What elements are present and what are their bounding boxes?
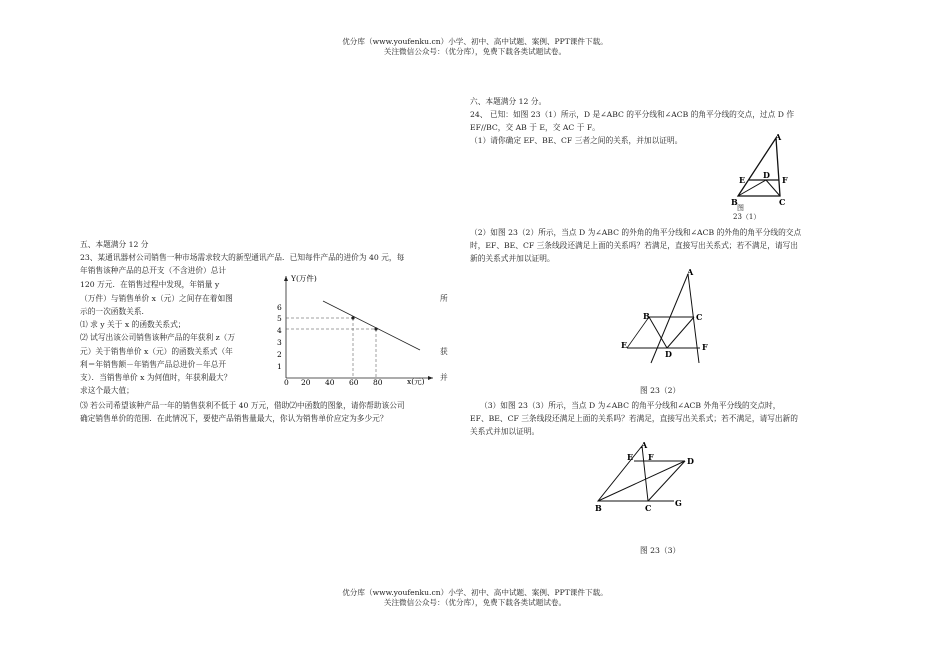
side-char: 获: [440, 347, 448, 356]
fig2-caption: 图 23（2）: [640, 386, 681, 395]
x-tick-label: 20: [301, 378, 311, 387]
q23-part3-line2: 确定销售单价的范围．在此情况下，要使产品销售量最大，你认为销售单价应定为多少元？: [80, 414, 388, 423]
triangle-abc: [598, 446, 648, 501]
x-tick-label: 0: [284, 378, 289, 387]
label-e: E: [627, 452, 634, 462]
q24-line2: EF//BC，交 AB 于 E，交 AC 于 F。: [470, 123, 600, 132]
label-c: C: [696, 312, 703, 322]
label-d: D: [687, 456, 694, 466]
point-60-5: [351, 316, 354, 319]
x-axis-arrow: [428, 376, 433, 380]
q23-line: 元）关于销售单价 x（元）的函数关系式（年: [80, 347, 233, 356]
figure-23-1: [730, 132, 800, 208]
x-tick-label: 60: [349, 378, 359, 387]
q23-line: 120 万元．在销售过程中发现，年销量 y: [80, 280, 220, 289]
page-footer: [0, 588, 950, 608]
label-b: B: [731, 197, 738, 207]
bisector-cd: [766, 180, 780, 196]
figure-23-3: [590, 438, 694, 518]
x-tick-label: 80: [373, 378, 383, 387]
section-5-title: 五、本题满分 12 分: [80, 240, 149, 249]
page-header: [0, 37, 950, 57]
label-c: C: [779, 197, 786, 207]
fig1-caption-b: 23（1）: [733, 213, 761, 221]
header-line-1: 优分库（www.youfenku.cn）小学、初中、高中试题、案例、PPT课件下载。: [342, 37, 608, 46]
y-axis-arrow: [284, 276, 288, 281]
label-f: F: [648, 452, 654, 462]
side-char: 所: [440, 294, 448, 303]
q24-part2-line1: （2）如图 23（2）所示，当点 D 为∠ABC 的外角的角平分线和∠ACB 的外角的角平分线的交点: [470, 228, 802, 237]
label-a: A: [641, 440, 648, 450]
y-tick-label: 3: [277, 338, 282, 347]
label-e: E: [739, 175, 746, 185]
q23-line: （万件）与销售单价 x（元）之间存在着如图: [80, 294, 233, 303]
x-tick-label: 40: [325, 378, 335, 387]
q24-part2-line2: 时，EF、BE、CF 三条线段还满足上面的关系吗？若满足，直接写出关系式；若不满足，请写出: [470, 241, 798, 250]
label-e: E: [621, 340, 628, 350]
q23-line: 支）．当销售单价 x 为何值时，年获利最大？: [80, 373, 232, 382]
q23-line: 年销售该种产品的总开支（不含进价）总计: [80, 266, 227, 275]
q24-line1: 24、 已知：如图 23（1）所示，D 是∠ABC 的平分线和∠ACB 的角平分线的交点，过点 D 作: [470, 110, 795, 119]
header-line-2: 关注微信公众号：（优分库），免费下载各类试题试卷。: [383, 47, 567, 56]
y-tick-label: 2: [277, 350, 282, 359]
label-c: C: [645, 503, 652, 513]
q23-part3-line1: ⑶ 若公司希望该种产品一年的销售获利不低于 40 万元，借助⑵中函数的图象，请你帮助该公司: [80, 401, 405, 410]
q24-part1: （1）请你确定 EF、BE、CF 三者之间的关系，并加以证明。: [470, 136, 683, 145]
bisector-cd: [648, 461, 685, 501]
figure-23-2: [615, 268, 715, 368]
y-tick-label: 6: [277, 303, 282, 312]
ext-line: [627, 317, 649, 348]
label-f: F: [702, 342, 708, 352]
function-line: [323, 301, 420, 350]
q23-part1: ⑴ 求 y 关于 x 的函数关系式；: [80, 320, 186, 329]
q23-line: 示的一次函数关系．: [80, 307, 150, 316]
y-tick-label: 1: [277, 362, 282, 371]
footer-line-2: 关注微信公众号：（优分库），免费下载各类试题试卷。: [383, 598, 567, 607]
y-tick-label: 5: [277, 314, 282, 323]
q23-intro: 23、某通讯器材公司销售一种市场需求较大的新型通讯产品．已知每件产品的进价为 40 元，每: [80, 253, 405, 262]
y-tick-label: 4: [277, 326, 282, 335]
section-6-title: 六、本题满分 12 分。: [470, 97, 547, 106]
q24-part2-line3: 新的关系式并加以证明。: [470, 254, 555, 263]
bisector-bd: [649, 317, 667, 348]
q23-part2: ⑵ 试写出该公司销售该种产品的年获利 z（万: [80, 333, 236, 342]
point-80-4: [374, 327, 377, 330]
label-b: B: [643, 311, 650, 321]
q23-line: 求这个最大值；: [80, 386, 134, 395]
side-char: 并: [440, 373, 448, 382]
footer-line-1: 优分库（www.youfenku.cn）小学、初中、高中试题、案例、PPT课件下载。: [342, 588, 608, 597]
label-d: D: [665, 349, 672, 359]
label-b: B: [595, 503, 602, 513]
triangle-abc: [738, 138, 780, 196]
label-g: G: [675, 498, 682, 508]
label-a: A: [775, 132, 782, 142]
q24-part3-line2: EF、BE、CF 三条线段还满足上面的关系吗？若满足，直接写出关系式；若不满足，请写出新的: [470, 414, 798, 423]
x-axis-label: x(元): [407, 377, 425, 386]
fig3-caption: 图 23（3）: [640, 546, 681, 555]
bisector-bd: [598, 461, 685, 501]
label-a: A: [687, 267, 694, 277]
q24-part3-line3: 关系式并加以证明。: [470, 427, 540, 436]
y-axis-label: Y(万件): [291, 274, 317, 283]
fig1-caption-a: 图: [737, 204, 744, 212]
label-d: D: [763, 170, 770, 180]
q24-part3-line1: （3）如图 23（3）所示，当点 D 为∠ABC 的角平分线和∠ACB 外角平分线的交点时，: [480, 401, 781, 410]
bisector-cd: [667, 317, 694, 348]
q23-line: 利＝年销售额－年销售产品总进价－年总开: [80, 360, 227, 369]
label-f: F: [782, 175, 788, 185]
linear-function-graph: [268, 268, 438, 390]
